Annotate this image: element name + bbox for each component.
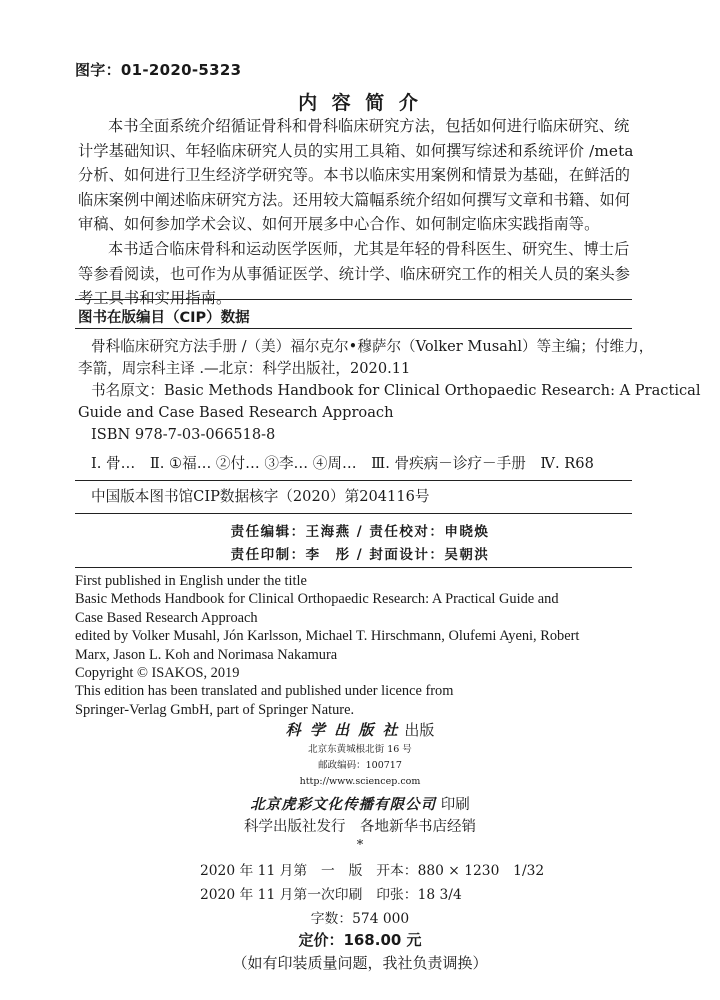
english-line: edited by Volker Musahl, Jón Karlsson, Michael T. Hirschmann, Olufemi Ayeni, Robert bbox=[75, 628, 580, 645]
staff-line: 责任编辑：王海燕 / 责任校对：申晓焕 bbox=[230, 524, 490, 540]
english-line: This edition has been translated and published under licence from bbox=[75, 683, 454, 700]
english-line: Basic Methods Handbook for Clinical Orthopaedic Research: A Practical Guide and bbox=[75, 591, 559, 608]
staff-rule bbox=[75, 567, 632, 568]
cip-classification: Ⅰ. 骨… Ⅱ. ①福… ②付… ③李… ④周… Ⅲ. 骨疾病－诊疗－手册 Ⅳ. R68 bbox=[91, 455, 594, 472]
publisher-action: 出版 bbox=[404, 721, 435, 739]
cip-entry-line: 骨科临床研究方法手册 /（美）福尔克尔•穆萨尔（Volker Musahl）等主编；付维力， bbox=[91, 338, 654, 355]
edition-info bbox=[200, 859, 544, 907]
staff-credits bbox=[0, 521, 720, 567]
printer-line bbox=[0, 793, 720, 814]
english-line: Copyright © ISAKOS, 2019 bbox=[75, 665, 240, 682]
quality-notice: （如有印装质量问题，我社负责调换） bbox=[232, 954, 488, 972]
english-rights bbox=[75, 572, 645, 719]
edition-line: 2020 年 11 月第一次印刷 印张：18 3/4 bbox=[200, 887, 462, 903]
cip-original-title: 书名原文：Basic Methods Handbook for Clinical Orthopaedic Research: A Practical bbox=[91, 382, 701, 399]
staff-line: 责任印制：李 彤 / 封面设计：吴朝洪 bbox=[230, 547, 490, 563]
summary-line: 等参看阅读，也可作为从事循证医学、统计学、临床研究工作的相关人员的案头参 bbox=[78, 264, 631, 283]
cip-original-title: Guide and Case Based Research Approach bbox=[78, 404, 394, 421]
cip-entry-line: 李箭，周宗科主译 .—北京：科学出版社，2020.11 bbox=[78, 360, 411, 377]
english-line: Case Based Research Approach bbox=[75, 609, 258, 626]
distribution-line: 科学出版社发行 各地新华书店经销 bbox=[244, 819, 476, 835]
summary-line: 考工具书和实用指南。 bbox=[78, 289, 232, 308]
printer-name: 北京虎彩文化传播有限公司 bbox=[250, 796, 437, 813]
summary-line: 审稿、如何参加学术会议、如何开展多中心合作、如何制定临床实践指南等。 bbox=[78, 215, 600, 234]
cip-bottom-rule bbox=[75, 513, 632, 514]
edition-line: 2020 年 11 月第 一 版 开本：880 × 1230 1/32 bbox=[200, 863, 545, 879]
publisher-website: http://www.sciencep.com bbox=[299, 776, 421, 787]
english-line: First published in English under the title bbox=[75, 573, 307, 589]
cip-entry bbox=[78, 336, 701, 446]
english-line: Marx, Jason L. Koh and Norimasa Nakamura bbox=[75, 646, 338, 663]
price: 定价：168.00 元 bbox=[298, 931, 422, 949]
separator-star: * bbox=[356, 838, 364, 853]
publisher-line bbox=[0, 719, 720, 740]
page-title: 内 容 简 介 bbox=[298, 92, 422, 114]
cip-isbn: ISBN 978-7-03-066518-8 bbox=[91, 426, 276, 443]
cip-mid-rule bbox=[75, 480, 632, 481]
summary-line: 分析、如何进行卫生经济学研究等。本书以临床实用案例和情景为基础，在鲜活的 bbox=[78, 166, 631, 185]
cip-top-rule bbox=[75, 299, 632, 300]
summary-paragraph-1 bbox=[78, 114, 640, 237]
publisher-contact bbox=[0, 742, 720, 790]
publisher-postcode: 邮政编码：100717 bbox=[318, 760, 402, 771]
summary-line: 本书全面系统介绍循证骨科和骨科临床研究方法，包括如何进行临床研究、统 bbox=[108, 117, 630, 135]
word-count: 字数：574 000 bbox=[310, 911, 410, 927]
summary-line: 计学基础知识、年轻临床研究人员的实用工具箱、如何撰写综述和系统评价 /meta bbox=[78, 141, 634, 160]
publisher-name: 科 学 出 版 社 bbox=[285, 721, 400, 739]
summary-line: 本书适合临床骨科和运动医学医师，尤其是年轻的骨科医生、研究生、博士后 bbox=[108, 240, 630, 258]
cip-verify-number: 中国版本图书馆CIP数据核字（2020）第204116号 bbox=[91, 488, 430, 505]
cip-heading-rule bbox=[75, 328, 632, 329]
summary-line: 临床案例中阐述临床研究方法。还用较大篇幅系统介绍如何撰写文章和书籍、如何 bbox=[78, 190, 631, 209]
printer-action: 印刷 bbox=[440, 797, 470, 813]
english-line: Springer-Verlag GmbH, part of Springer Nature. bbox=[75, 701, 355, 718]
publisher-address: 北京东黄城根北街 16 号 bbox=[308, 744, 412, 755]
cip-heading: 图书在版编目（CIP）数据 bbox=[78, 310, 250, 326]
figure-number: 图字：01-2020-5323 bbox=[75, 61, 242, 79]
